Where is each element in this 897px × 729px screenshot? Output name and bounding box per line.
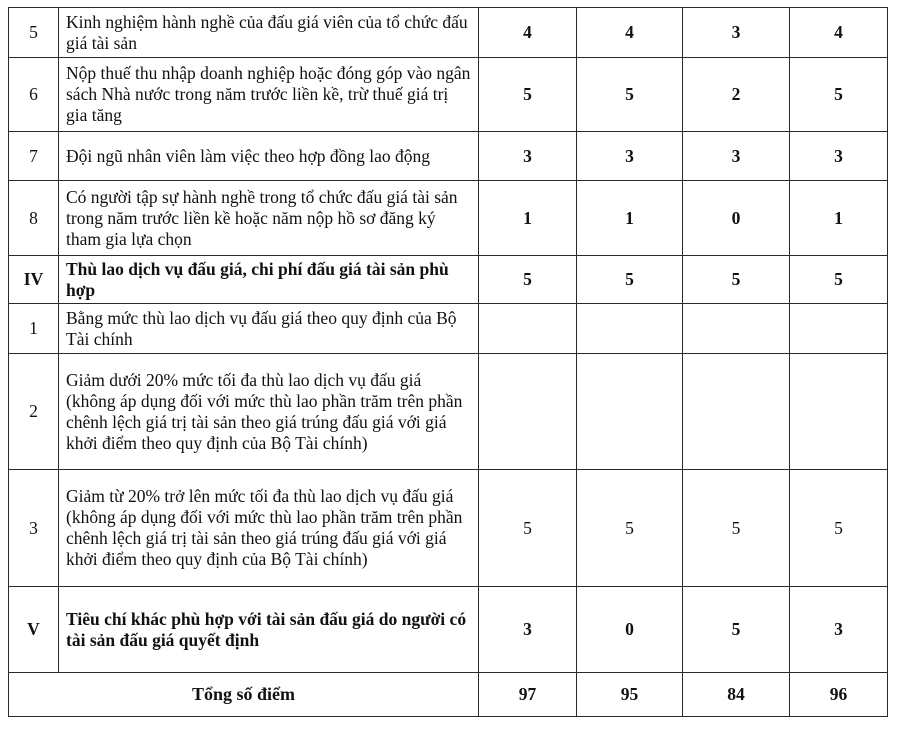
score-cell: 5 xyxy=(577,470,683,587)
score-cell: 4 xyxy=(577,8,683,58)
table-row xyxy=(9,354,888,470)
score-cell: 5 xyxy=(683,587,790,673)
criterion-text: Bằng mức thù lao dịch vụ đấu giá theo quy định của Bộ Tài chính xyxy=(59,304,479,354)
score-cell: 5 xyxy=(577,58,683,132)
score-cell: 5 xyxy=(683,256,790,304)
score-cell: 3 xyxy=(683,8,790,58)
row-index: 1 xyxy=(9,304,59,354)
score-cell: 4 xyxy=(479,8,577,58)
table-row xyxy=(9,256,888,304)
score-cell: 3 xyxy=(790,587,888,673)
table-row xyxy=(9,587,888,673)
table-row xyxy=(9,470,888,587)
table-row xyxy=(9,304,888,354)
score-cell xyxy=(577,354,683,470)
row-index: 7 xyxy=(9,132,59,181)
score-cell xyxy=(683,354,790,470)
criterion-text: Tiêu chí khác phù hợp với tài sản đấu giá do người có tài sản đấu giá quyết định xyxy=(59,587,479,673)
score-cell: 0 xyxy=(577,587,683,673)
score-cell: 5 xyxy=(577,256,683,304)
score-table xyxy=(8,7,888,717)
score-cell: 1 xyxy=(479,181,577,256)
score-cell: 5 xyxy=(683,470,790,587)
row-index: 8 xyxy=(9,181,59,256)
table-row xyxy=(9,181,888,256)
criterion-text: Kinh nghiệm hành nghề của đấu giá viên của tổ chức đấu giá tài sản xyxy=(59,8,479,58)
row-index: 5 xyxy=(9,8,59,58)
score-cell: 5 xyxy=(479,58,577,132)
row-index: V xyxy=(9,587,59,673)
score-cell xyxy=(683,304,790,354)
criterion-text: Giảm từ 20% trở lên mức tối đa thù lao dịch vụ đấu giá (không áp dụng đối với mức thù lao phần trăm trên phần chênh lệch giá trị tài sản theo giá trúng đấu giá với giá khởi điểm theo quy định của Bộ Tài chính) xyxy=(59,470,479,587)
total-score-cell: 84 xyxy=(683,673,790,717)
row-index: 6 xyxy=(9,58,59,132)
row-index: 3 xyxy=(9,470,59,587)
score-cell: 5 xyxy=(479,256,577,304)
criterion-text: Thù lao dịch vụ đấu giá, chi phí đấu giá tài sản phù hợp xyxy=(59,256,479,304)
total-score-cell: 97 xyxy=(479,673,577,717)
score-cell: 5 xyxy=(790,58,888,132)
criterion-text: Giảm dưới 20% mức tối đa thù lao dịch vụ đấu giá (không áp dụng đối với mức thù lao phần trăm trên phần chênh lệch giá trị tài sản theo giá trúng đấu giá với giá khởi điểm theo quy định của Bộ Tài chính) xyxy=(59,354,479,470)
score-cell: 5 xyxy=(790,470,888,587)
criterion-text: Đội ngũ nhân viên làm việc theo hợp đồng lao động xyxy=(59,132,479,181)
score-cell: 5 xyxy=(479,470,577,587)
score-cell: 1 xyxy=(577,181,683,256)
total-label: Tổng số điểm xyxy=(9,673,479,717)
score-cell: 3 xyxy=(683,132,790,181)
table-row xyxy=(9,132,888,181)
score-cell xyxy=(577,304,683,354)
criterion-text: Nộp thuế thu nhập doanh nghiệp hoặc đóng góp vào ngân sách Nhà nước trong năm trước liền kề, trừ thuế giá trị gia tăng xyxy=(59,58,479,132)
score-cell: 3 xyxy=(479,587,577,673)
row-index: IV xyxy=(9,256,59,304)
score-cell xyxy=(479,354,577,470)
score-cell: 0 xyxy=(683,181,790,256)
score-cell: 2 xyxy=(683,58,790,132)
criterion-text: Có người tập sự hành nghề trong tổ chức đấu giá tài sản trong năm trước liền kề hoặc năm nộp hồ sơ đăng ký tham gia lựa chọn xyxy=(59,181,479,256)
score-cell: 3 xyxy=(577,132,683,181)
score-cell xyxy=(790,354,888,470)
score-cell: 1 xyxy=(790,181,888,256)
score-cell: 3 xyxy=(479,132,577,181)
score-cell xyxy=(790,304,888,354)
table-row xyxy=(9,58,888,132)
total-score-cell: 95 xyxy=(577,673,683,717)
score-cell: 3 xyxy=(790,132,888,181)
score-cell: 4 xyxy=(790,8,888,58)
score-cell xyxy=(479,304,577,354)
total-score-cell: 96 xyxy=(790,673,888,717)
total-row xyxy=(9,673,888,717)
row-index: 2 xyxy=(9,354,59,470)
table-row xyxy=(9,8,888,58)
score-cell: 5 xyxy=(790,256,888,304)
